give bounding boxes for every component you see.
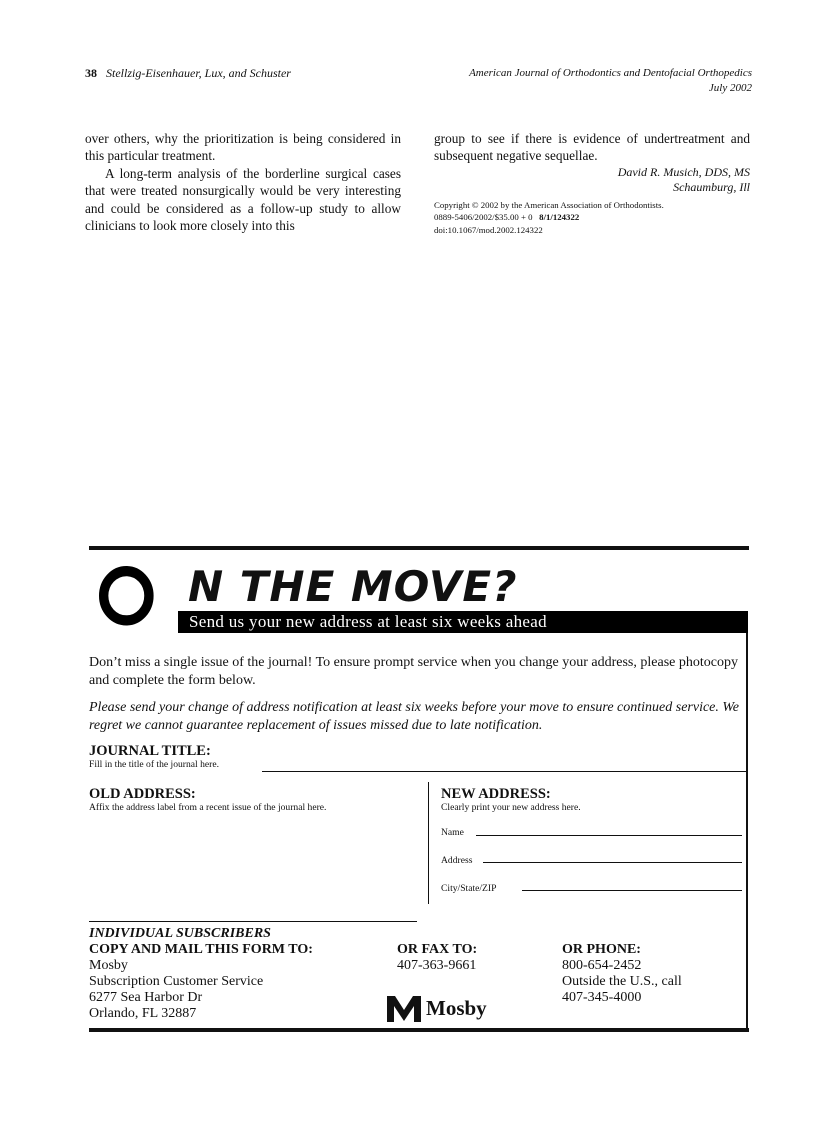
address-label: Address xyxy=(441,855,473,866)
phone-outside-label: Outside the U.S., call xyxy=(562,974,682,989)
paragraph: A long-term analysis of the borderline surgical cases that were treated nonsurgically would be very interesting and could be considered as a follow-up study to allow clinicians to look more closely into this xyxy=(85,165,401,234)
page-number: 38 xyxy=(85,66,97,80)
new-address-hint: Clearly print your new address here. xyxy=(441,802,581,813)
phone-heading: OR PHONE: xyxy=(562,942,641,957)
phone-number: 800-654-2452 xyxy=(562,958,642,973)
mail-block xyxy=(89,942,313,1022)
form-top-rule xyxy=(89,546,749,550)
new-address-block xyxy=(441,786,581,814)
mail-line: 6277 Sea Harbor Dr xyxy=(89,990,203,1005)
big-o-ring xyxy=(99,566,154,626)
address-divider xyxy=(428,782,429,904)
journal-title-block xyxy=(89,743,219,771)
city-state-zip-field[interactable] xyxy=(522,890,742,891)
copyright-block xyxy=(434,199,750,237)
header-authors: Stellzig-Eisenhauer, Lux, and Schuster xyxy=(106,66,291,80)
address-field[interactable] xyxy=(483,862,742,863)
mosby-logo xyxy=(387,994,487,1022)
mosby-wordmark: Mosby xyxy=(426,995,487,1020)
issn-code: 8/1/124322 xyxy=(539,212,580,223)
copyright-line: Copyright © 2002 by the American Association of Orthodontists. xyxy=(434,199,664,210)
new-address-label: NEW ADDRESS: xyxy=(441,786,551,802)
mail-line: Mosby xyxy=(89,958,128,973)
individual-rule xyxy=(89,921,417,922)
running-header-left xyxy=(85,66,291,81)
journal-title-label: JOURNAL TITLE: xyxy=(89,743,211,759)
doi-line: doi:10.1067/mod.2002.124322 xyxy=(434,224,543,235)
form-intro: Don’t miss a single issue of the journal! To ensure prompt service when you change your address, please photocopy and complete the form below. xyxy=(89,655,738,688)
form-title: N THE MOVE? xyxy=(188,562,518,611)
fax-heading: OR FAX TO: xyxy=(397,942,478,957)
signature-place: Schaumburg, Ill xyxy=(673,179,750,194)
name-label: Name xyxy=(441,827,464,838)
issn: 0889-5406/2002/$35.00 + 0 xyxy=(434,212,533,223)
mosby-m-icon xyxy=(387,994,421,1022)
mail-heading: COPY AND MAIL THIS FORM TO: xyxy=(89,942,313,957)
mail-line: Orlando, FL 32887 xyxy=(89,1006,197,1021)
city-state-zip-label: City/State/ZIP xyxy=(441,883,497,894)
paragraph: over others, why the prioritization is being considered in this particular treatment. xyxy=(85,131,401,164)
article-column-left xyxy=(85,130,401,234)
old-address-label: OLD ADDRESS: xyxy=(89,786,196,802)
old-address-block xyxy=(89,786,326,814)
running-header-right xyxy=(469,66,752,96)
header-journal: American Journal of Orthodontics and Dentofacial Orthopedics xyxy=(469,67,752,79)
old-address-hint: Affix the address label from a recent issue of the journal here. xyxy=(89,802,327,813)
journal-title-field[interactable] xyxy=(262,771,748,772)
paragraph: group to see if there is evidence of undertreatment and subsequent negative sequellae. xyxy=(434,131,750,164)
signature-name: David R. Musich, DDS, MS xyxy=(617,164,750,179)
name-field[interactable] xyxy=(476,835,742,836)
form-right-rule xyxy=(746,632,748,1030)
individual-subscribers-label: INDIVIDUAL SUBSCRIBERS xyxy=(89,926,271,941)
article-column-right xyxy=(434,130,750,236)
header-date: July 2002 xyxy=(708,82,752,94)
journal-title-hint: Fill in the title of the journal here. xyxy=(89,759,220,770)
form-notice: Please send your change of address notification at least six weeks before your move to ensure continued service. We regret we cannot guarantee replacement of issues missed due to late notification. xyxy=(89,700,739,733)
fax-block xyxy=(397,942,477,974)
form-bottom-rule xyxy=(89,1028,749,1032)
fax-number: 407-363-9661 xyxy=(397,958,477,973)
phone-outside-number: 407-345-4000 xyxy=(562,990,642,1005)
phone-block xyxy=(562,942,682,1006)
mail-line: Subscription Customer Service xyxy=(89,974,264,989)
issn-line xyxy=(434,211,750,224)
form-banner: Send us your new address at least six weeks ahead xyxy=(178,611,748,633)
